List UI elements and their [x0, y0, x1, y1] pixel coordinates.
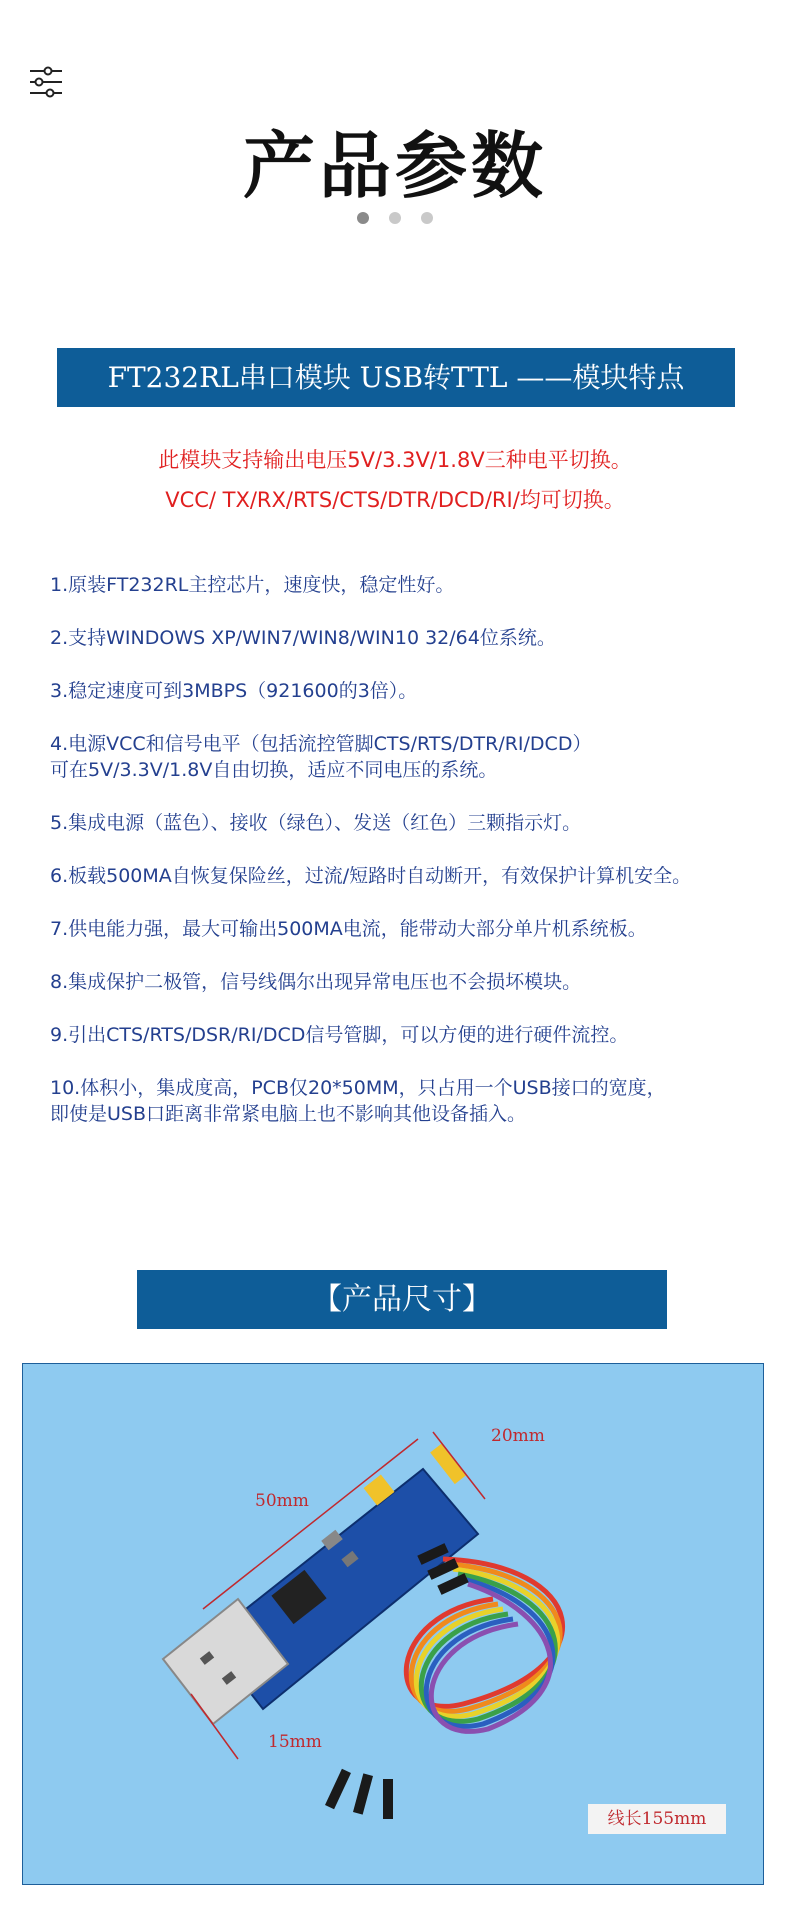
feature-item: 9.引出CTS/RTS/DSR/RI/DCD信号管脚，可以方便的进行硬件流控。 [50, 1024, 629, 1046]
width-dimension: 20mm [491, 1426, 545, 1446]
pin-switch-note: VCC/ TX/RX/RTS/CTS/DTR/DCD/RI/均可切换。 [165, 488, 625, 512]
feature-item: 8.集成保护二极管，信号线偶尔出现异常电压也不会损坏模块。 [50, 971, 582, 993]
feature-list [50, 572, 780, 1154]
carousel-dot[interactable] [421, 212, 433, 224]
page-title: 产品参数 [242, 124, 547, 208]
feature-item: 7.供电能力强，最大可输出500MA电流，能带动大部分单片机系统板。 [50, 918, 647, 940]
size-banner: 【产品尺寸】 [137, 1270, 667, 1329]
cable-length-tag: 线长155mm [588, 1804, 726, 1834]
carousel-dot[interactable] [389, 212, 401, 224]
length-dimension: 50mm [255, 1491, 309, 1511]
feature-item: 1.原装FT232RL主控芯片，速度快，稳定性好。 [50, 574, 455, 596]
feature-item: 4.电源VCC和信号电平（包括流控管脚CTS/RTS/DTR/RI/DCD） 可在5V/3.3V/1.8V自由切换，适应不同电压的系统。 [50, 733, 592, 781]
carousel-dots [0, 212, 790, 224]
dupont-cables [406, 1559, 562, 1731]
carousel-dot[interactable] [357, 212, 369, 224]
feature-item: 5.集成电源（蓝色）、接收（绿色）、发送（红色）三颗指示灯。 [50, 812, 582, 834]
plug-dimension: 15mm [268, 1732, 322, 1752]
filter-settings-icon[interactable] [28, 64, 64, 100]
voltage-note: 此模块支持输出电压5V/3.3V/1.8V三种电平切换。 [158, 448, 632, 472]
feature-item: 3.稳定速度可到3MBPS（921600的3倍）。 [50, 680, 418, 702]
feature-item: 6.板载500MA自恢复保险丝，过流/短路时自动断开，有效保护计算机安全。 [50, 865, 692, 887]
product-photo [22, 1363, 764, 1885]
feature-item: 2.支持WINDOWS XP/WIN7/WIN8/WIN10 32/64位系统。 [50, 627, 556, 649]
feature-item: 10.体积小，集成度高，PCB仅20*50MM，只占用一个USB接口的宽度， 即使是USB口距离非常紧电脑上也不影响其他设备插入。 [50, 1077, 666, 1125]
features-banner: FT232RL串口模块 USB转TTL ——模块特点 [57, 348, 735, 407]
